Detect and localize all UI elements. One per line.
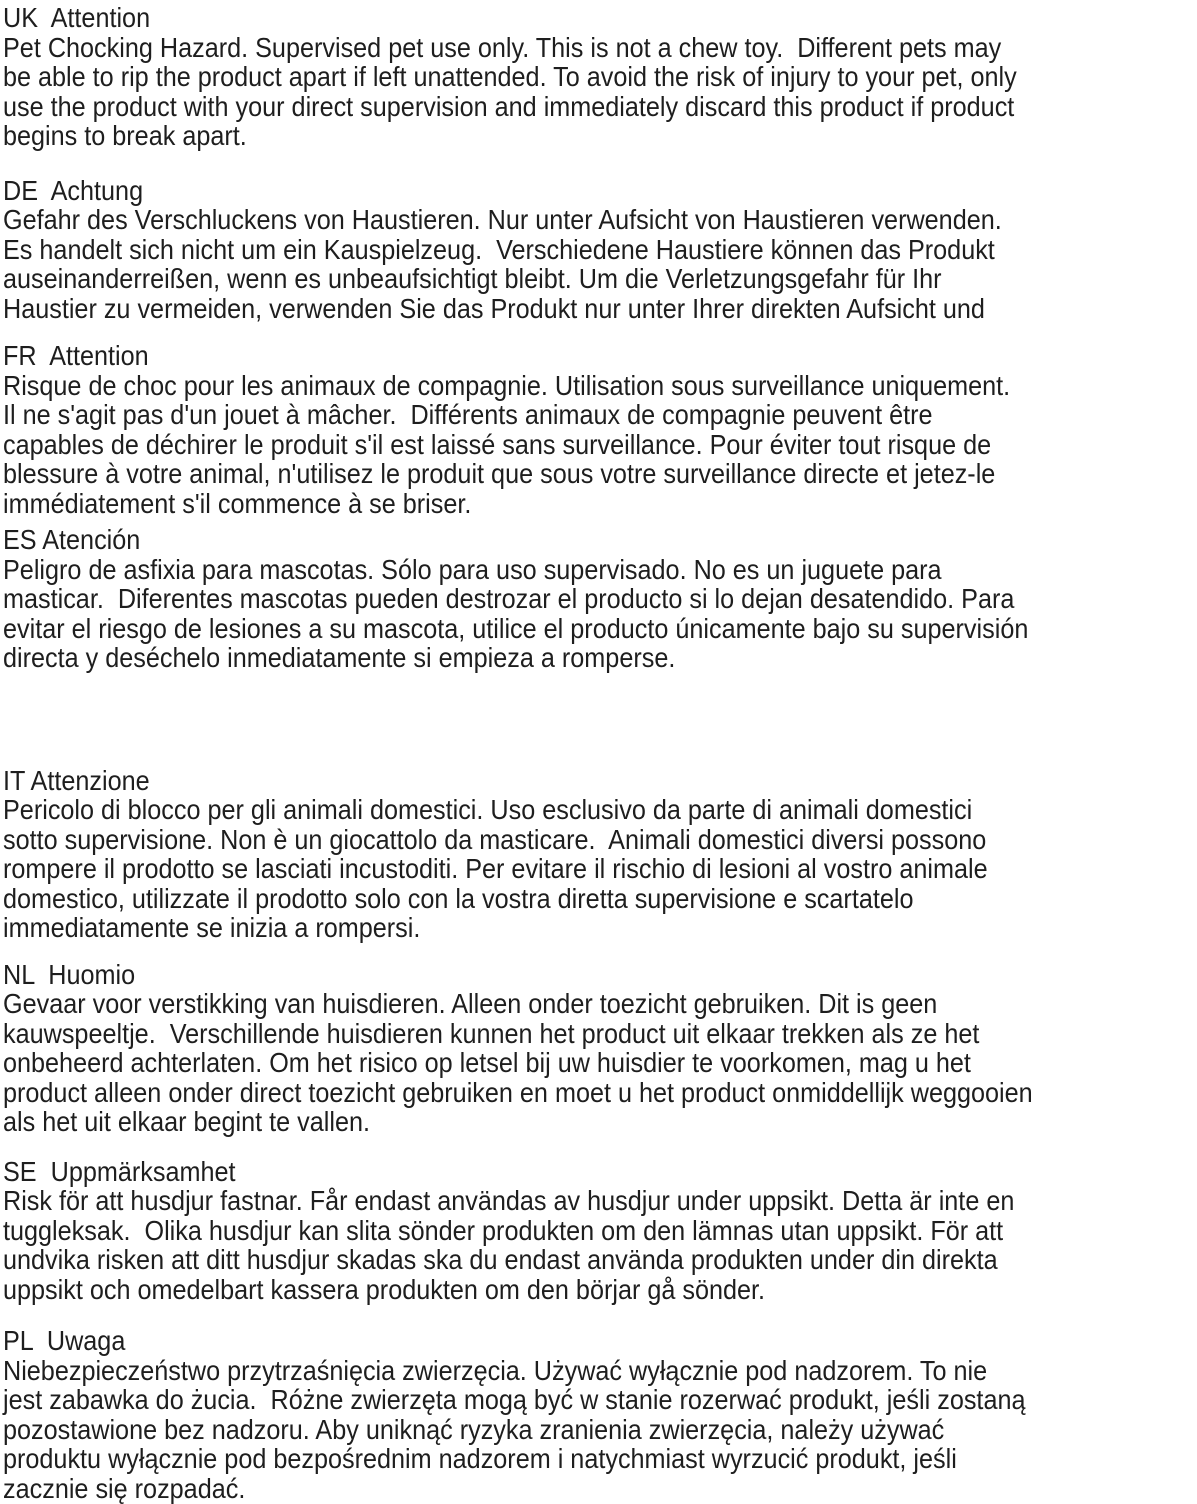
- body-line: sotto supervisione. Non è un giocattolo da masticare. Animali domestici diversi possono: [3, 823, 987, 855]
- body-line: Risk för att husdjur fastnar. Får endast användas av husdjur under uppsikt. Detta är inte en: [3, 1185, 1015, 1216]
- body-line: begins to break apart.: [3, 120, 247, 151]
- body-line: Pericolo di blocco per gli animali domestici. Uso esclusivo da parte di animali domestici: [3, 794, 973, 825]
- section-nl-huomio: [3, 960, 1197, 1137]
- section-se-uppmarksamhet: [3, 1157, 1197, 1305]
- body-line: Gevaar voor verstikking van huisdieren. Alleen onder toezicht gebruiken. Dit is geen: [3, 988, 938, 1019]
- body-line: Gefahr des Verschluckens von Haustieren. Nur unter Aufsicht von Haustieren verwenden.: [3, 204, 1002, 235]
- body-line: als het uit elkaar begint te vallen.: [3, 1106, 371, 1137]
- section-pl-uwaga: [3, 1326, 1197, 1503]
- body-line: Pet Chocking Hazard. Supervised pet use only. This is not a chew toy. Different pets may: [3, 31, 1002, 63]
- body-line: jest zabawka do żucia. Różne zwierzęta mogą być w stanie rozerwać produkt, jeśli zostaną: [3, 1384, 1026, 1415]
- section-header: UK Attention: [3, 2, 151, 33]
- body-line: auseinanderreißen, wenn es unbeaufsichtigt bleibt. Um die Verletzungsgefahr für Ihr: [3, 263, 942, 294]
- body-line: evitar el riesgo de lesiones a su mascota, utilice el producto únicamente bajo su supervisión: [3, 612, 1029, 644]
- body-line: onbeheerd achterlaten. Om het risico op letsel bij uw huisdier te voorkomen, mag u het: [3, 1047, 971, 1078]
- body-line: masticar. Diferentes mascotas pueden destrozar el producto si lo dejan desatendido. Para: [3, 583, 1015, 614]
- body-line: undvika risken att ditt husdjur skadas ska du endast använda produkten under din direkta: [3, 1244, 998, 1275]
- body-line: blessure à votre animal, n'utilisez le produit que sous votre surveillance directe et jetez-le: [3, 458, 996, 489]
- body-line: tuggleksak. Olika husdjur kan slita sönder produkten om den lämnas utan uppsikt. För att: [3, 1214, 1004, 1246]
- body-line: kauwspeeltje. Verschillende huisdieren kunnen het product uit elkaar trekken als ze het: [3, 1017, 980, 1049]
- body-line: Es handelt sich nicht um ein Kauspielzeug. Verschiedene Haustiere können das Produkt: [3, 233, 995, 265]
- body-line: be able to rip the product apart if left unattended. To avoid the risk of injury to your pet, only: [3, 61, 1017, 92]
- section-de-achtung: [3, 176, 1197, 324]
- body-line: uppsikt och omedelbart kassera produkten om den börjar gå sönder.: [3, 1273, 766, 1305]
- body-line: capables de déchirer le produit s'il est laissé sans surveillance. Pour éviter tout risque de: [3, 428, 992, 460]
- body-line: produktu wyłącznie pod bezpośrednim nadzorem i natychmiast wyrzucić produkt, jeśli: [3, 1443, 957, 1474]
- body-line: Haustier zu vermeiden, verwenden Sie das Produkt nur unter Ihrer direkten Aufsicht und: [3, 292, 985, 324]
- body-line: product alleen onder direct toezicht gebruiken en moet u het product onmiddellijk weggooien: [3, 1076, 1033, 1108]
- body-line: Il ne s'agit pas d'un jouet à mâcher. Différents animaux de compagnie peuvent être: [3, 399, 933, 430]
- body-line: pozostawione bez nadzoru. Aby uniknąć ryzyka zranienia zwierzęcia, należy używać: [3, 1413, 945, 1445]
- body-line: zacznie się rozpadać.: [3, 1472, 246, 1504]
- section-header: PL Uwaga: [3, 1325, 126, 1356]
- section-es-atencion: [3, 525, 1197, 673]
- section-header: ES Atención: [3, 524, 141, 555]
- body-line: immediatamente se inizia a rompersi.: [3, 912, 421, 943]
- section-header: NL Huomio: [3, 958, 136, 990]
- section-header: DE Achtung: [3, 174, 144, 206]
- body-line: domestico, utilizzate il prodotto solo con la vostra diretta supervisione e scartatelo: [3, 882, 914, 914]
- body-line: use the product with your direct supervision and immediately discard this product if product: [3, 90, 1015, 122]
- section-header: SE Uppmärksamhet: [3, 1155, 236, 1187]
- body-line: directa y deséchelo inmediatamente si empieza a romperse.: [3, 642, 676, 673]
- body-line: rompere il prodotto se lasciati incustoditi. Per evitare il rischio di lesioni al vostro animale: [3, 853, 988, 884]
- section-uk-attention: [3, 3, 1197, 151]
- body-line: Niebezpieczeństwo przytrzaśnięcia zwierzęcia. Używać wyłącznie pod nadzorem. To nie: [3, 1354, 988, 1386]
- section-header: FR Attention: [3, 340, 149, 371]
- section-it-attenzione: [3, 766, 1197, 943]
- section-header: IT Attenzione: [3, 764, 150, 796]
- section-fr-attention: [3, 341, 1197, 518]
- body-line: Peligro de asfixia para mascotas. Sólo para uso supervisado. No es un juguete para: [3, 553, 942, 585]
- body-line: Risque de choc pour les animaux de compagnie. Utilisation sous surveillance uniquement.: [3, 369, 1011, 401]
- body-line: immédiatement s'il commence à se briser.: [3, 487, 472, 519]
